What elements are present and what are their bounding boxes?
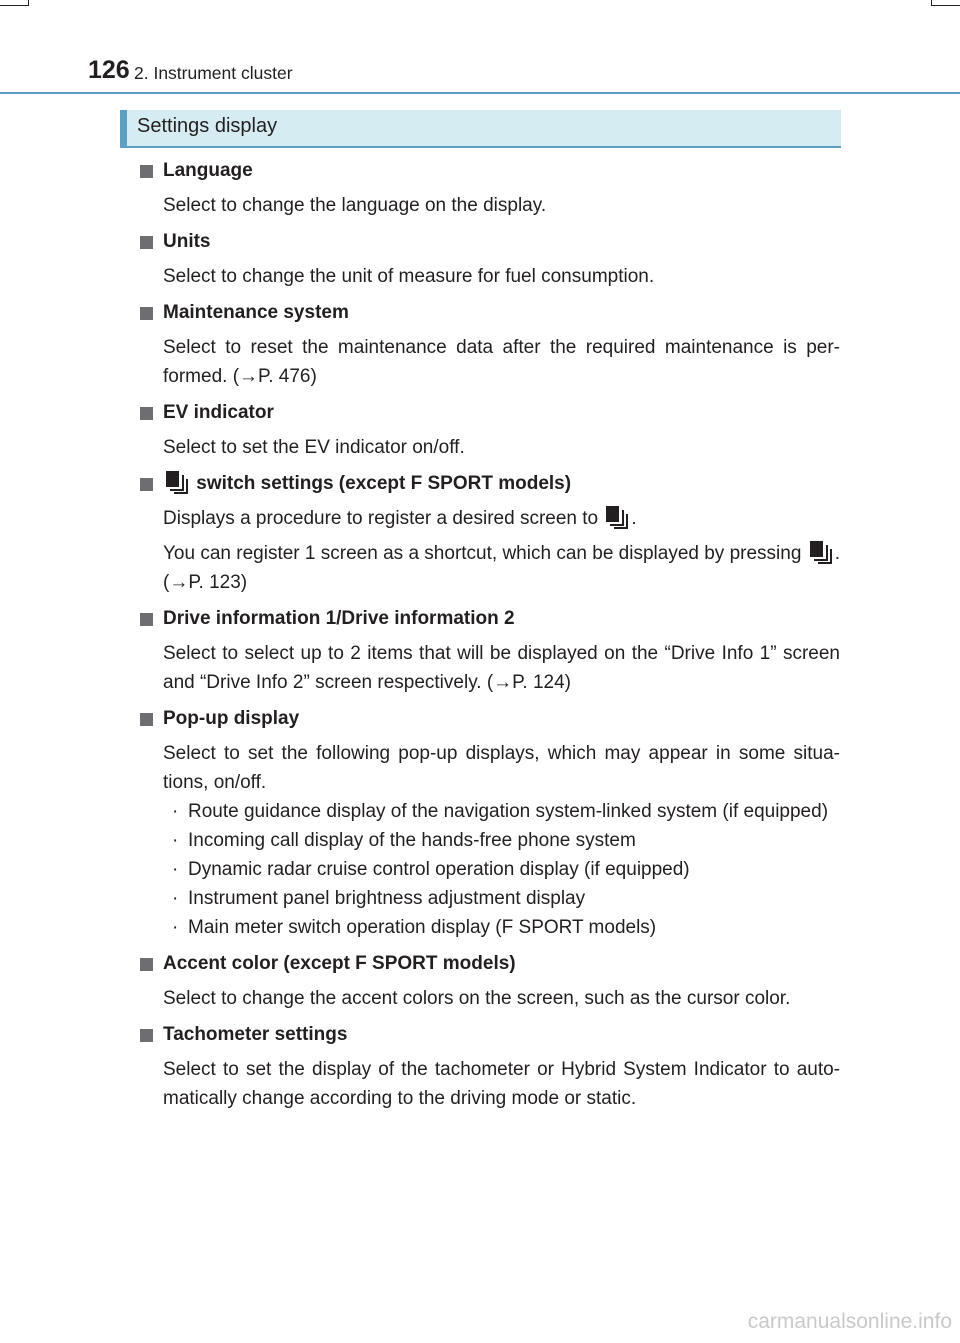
square-bullet-icon <box>140 1029 153 1042</box>
item-title: Tachometer settings <box>163 1024 348 1045</box>
bullet-dot-icon: · <box>172 830 179 851</box>
section-title: Settings display <box>137 115 278 137</box>
item-text: Select to change the unit of measure for fuel consumption. <box>163 266 655 287</box>
section-accent <box>120 110 127 146</box>
item-text: Select to reset the maintenance data after the required maintenance is per-formed. (→P. 476) <box>163 337 840 387</box>
item-heading <box>140 470 840 498</box>
square-bullet-icon <box>140 407 153 420</box>
item-heading <box>140 1021 840 1049</box>
list-item <box>163 797 840 826</box>
item-title: Units <box>163 231 211 252</box>
chapter-title: 2. Instrument cluster <box>134 63 293 83</box>
bullet-dot-icon: · <box>172 859 179 880</box>
item-text <box>140 504 840 533</box>
item-title: EV indicator <box>163 402 274 423</box>
list-item <box>163 884 840 913</box>
list-item-text: Route guidance display of the navigation system-linked system (if equipped) <box>188 801 829 822</box>
item-drive-information <box>140 605 840 697</box>
list-item-text: Incoming call display of the hands-free phone system <box>188 830 636 851</box>
screen-switch-icon <box>606 506 628 529</box>
text-segment: Displays a procedure to register a desired screen to <box>163 508 599 529</box>
watermark: carmanualsonline.info <box>747 1310 952 1333</box>
item-heading <box>140 399 840 427</box>
item-title: Maintenance system <box>163 302 349 323</box>
item-title: Language <box>163 160 253 181</box>
text-segment: . (→P. 123) <box>163 543 840 593</box>
item-text: Select to select up to 2 items that will be displayed on the “Drive Info 1” screen and “Drive Info 2” screen respectively. (→P. 124) <box>163 643 840 693</box>
bullet-dot-icon: · <box>172 917 179 938</box>
item-popup-display <box>140 705 840 942</box>
item-heading <box>140 605 840 633</box>
square-bullet-icon <box>140 713 153 726</box>
square-bullet-icon <box>140 478 153 491</box>
item-text: Select to set the display of the tachometer or Hybrid System Indicator to auto-matically change according to the driving mode or static. <box>163 1059 840 1109</box>
list-item-text: Dynamic radar cruise control operation display (if equipped) <box>188 859 690 880</box>
item-title: Pop-up display <box>163 708 300 729</box>
main-content <box>140 157 840 1121</box>
item-text <box>140 539 840 597</box>
crop-mark-top-left <box>28 0 29 6</box>
text-segment: . <box>631 508 637 529</box>
item-text: Select to change the language on the display. <box>163 195 547 216</box>
list-item-text: Main meter switch operation display (F SPORT models) <box>188 917 657 938</box>
screen-switch-icon <box>166 471 188 494</box>
item-tachometer-settings <box>140 1021 840 1113</box>
item-maintenance <box>140 299 840 391</box>
item-title: Drive information 1/Drive information 2 <box>163 608 515 629</box>
list-item <box>163 855 840 884</box>
bullet-dot-icon: · <box>172 888 179 909</box>
list-item <box>163 913 840 942</box>
text-segment: You can register 1 screen as a shortcut, which can be displayed by pressing <box>163 543 802 564</box>
header-rule <box>0 92 960 94</box>
square-bullet-icon <box>140 307 153 320</box>
item-accent-color <box>140 950 840 1013</box>
section-header <box>120 110 841 148</box>
item-heading <box>140 157 840 185</box>
item-language <box>140 157 840 220</box>
page-number: 126 <box>88 56 130 84</box>
bullet-list <box>140 797 840 942</box>
item-ev-indicator <box>140 399 840 462</box>
list-item-text: Instrument panel brightness adjustment display <box>188 888 586 909</box>
square-bullet-icon <box>140 165 153 178</box>
screen-switch-icon <box>810 541 832 564</box>
item-title: switch settings (except F SPORT models) <box>196 473 572 494</box>
crop-mark-top-right-h <box>932 5 960 6</box>
crop-mark-top-left-h <box>0 5 28 6</box>
item-heading <box>140 299 840 327</box>
item-switch-settings <box>140 470 840 597</box>
item-text: Select to change the accent colors on the screen, such as the cursor color. <box>163 988 791 1009</box>
square-bullet-icon <box>140 613 153 626</box>
item-title: Accent color (except F SPORT models) <box>163 953 516 974</box>
bullet-dot-icon: · <box>172 801 179 822</box>
item-units <box>140 228 840 291</box>
item-heading <box>140 228 840 256</box>
list-item <box>163 826 840 855</box>
item-heading <box>140 950 840 978</box>
item-heading <box>140 705 840 733</box>
item-text: Select to set the following pop-up displays, which may appear in some situa-tions, on/off. <box>163 743 840 793</box>
square-bullet-icon <box>140 958 153 971</box>
square-bullet-icon <box>140 236 153 249</box>
item-text: Select to set the EV indicator on/off. <box>163 437 465 458</box>
